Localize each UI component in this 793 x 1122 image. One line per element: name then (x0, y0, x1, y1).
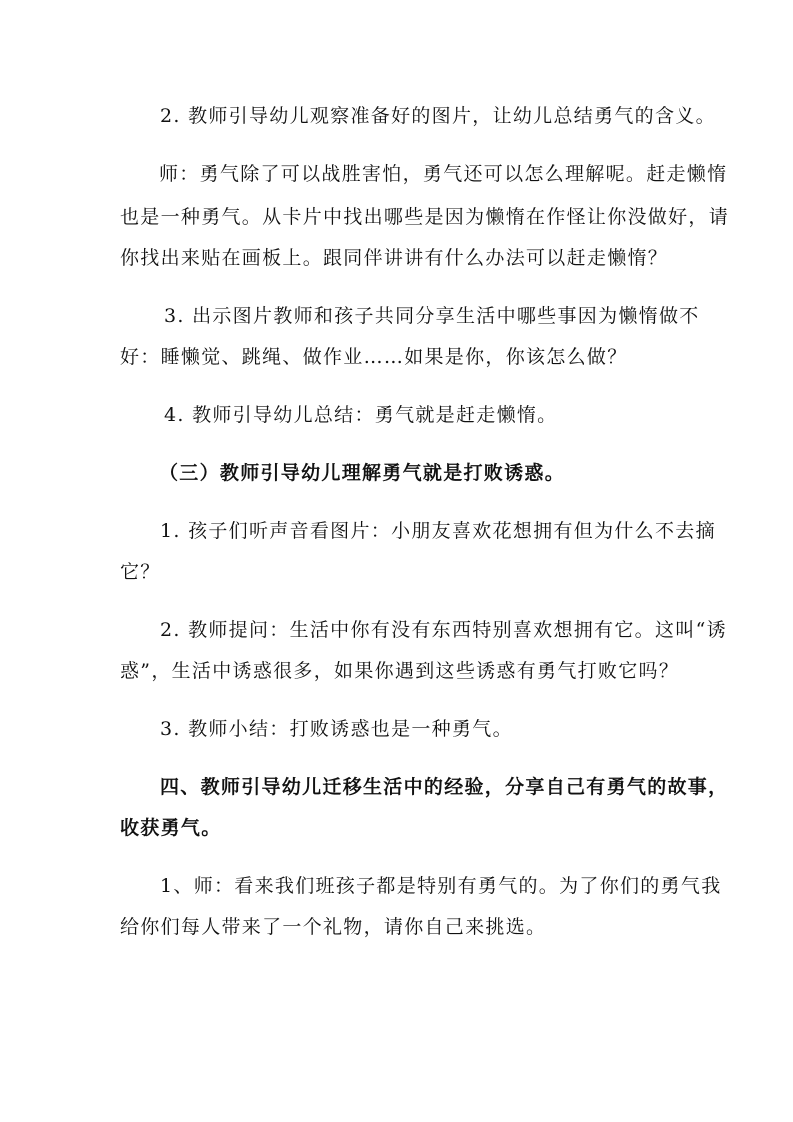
paragraph-2-line-2: 也是一种勇气。从卡片中找出哪些是因为懒惰在作怪让你没做好，请 (120, 206, 730, 228)
paragraph-3-line-2: 好：睡懒觉、跳绳、做作业……如果是你，你该怎么做？ (120, 346, 628, 368)
paragraph-8-line-1: 3. 教师小结：打败诱惑也是一种勇气。 (160, 718, 513, 740)
paragraph-1-line-1: 2. 教师引导幼儿观察准备好的图片，让幼儿总结勇气的含义。 (160, 105, 716, 127)
section-3-heading: （三）教师引导幼儿理解勇气就是打败诱惑。 (159, 462, 566, 484)
section-4-heading-line-2: 收获勇气。 (120, 817, 222, 839)
paragraph-4-line-1: 4. 教师引导幼儿总结：勇气就是赶走懒惰。 (164, 404, 558, 426)
paragraph-10-line-2: 给你们每人带来了一个礼物，请你自己来挑选。 (120, 916, 547, 938)
paragraph-3-line-1: 3. 出示图片教师和孩子共同分享生活中哪些事因为懒惰做不 (164, 305, 700, 327)
paragraph-7-line-2: 惑”，生活中诱惑很多，如果你遇到这些诱惑有勇气打败它吗？ (120, 660, 680, 682)
paragraph-6-line-1: 1. 孩子们听声音看图片：小朋友喜欢花想拥有但为什么不去摘 (160, 520, 716, 542)
section-4-heading-line-1: 四、教师引导幼儿迁移生活中的经验，分享自己有勇气的故事， (160, 776, 729, 798)
paragraph-7-line-1: 2. 教师提问：生活中你有没有东西特别喜欢想拥有它。这叫“诱 (160, 619, 727, 641)
paragraph-10-line-1: 1、师：看来我们班孩子都是特别有勇气的。为了你们的勇气我 (160, 875, 722, 897)
paragraph-2-line-3: 你找出来贴在画板上。跟同伴讲讲有什么办法可以赶走懒惰？ (120, 247, 669, 269)
paragraph-6-line-2: 它？ (120, 561, 161, 583)
paragraph-2-line-1: 师：勇气除了可以战胜害怕，勇气还可以怎么理解呢。赶走懒惰 (159, 163, 728, 185)
